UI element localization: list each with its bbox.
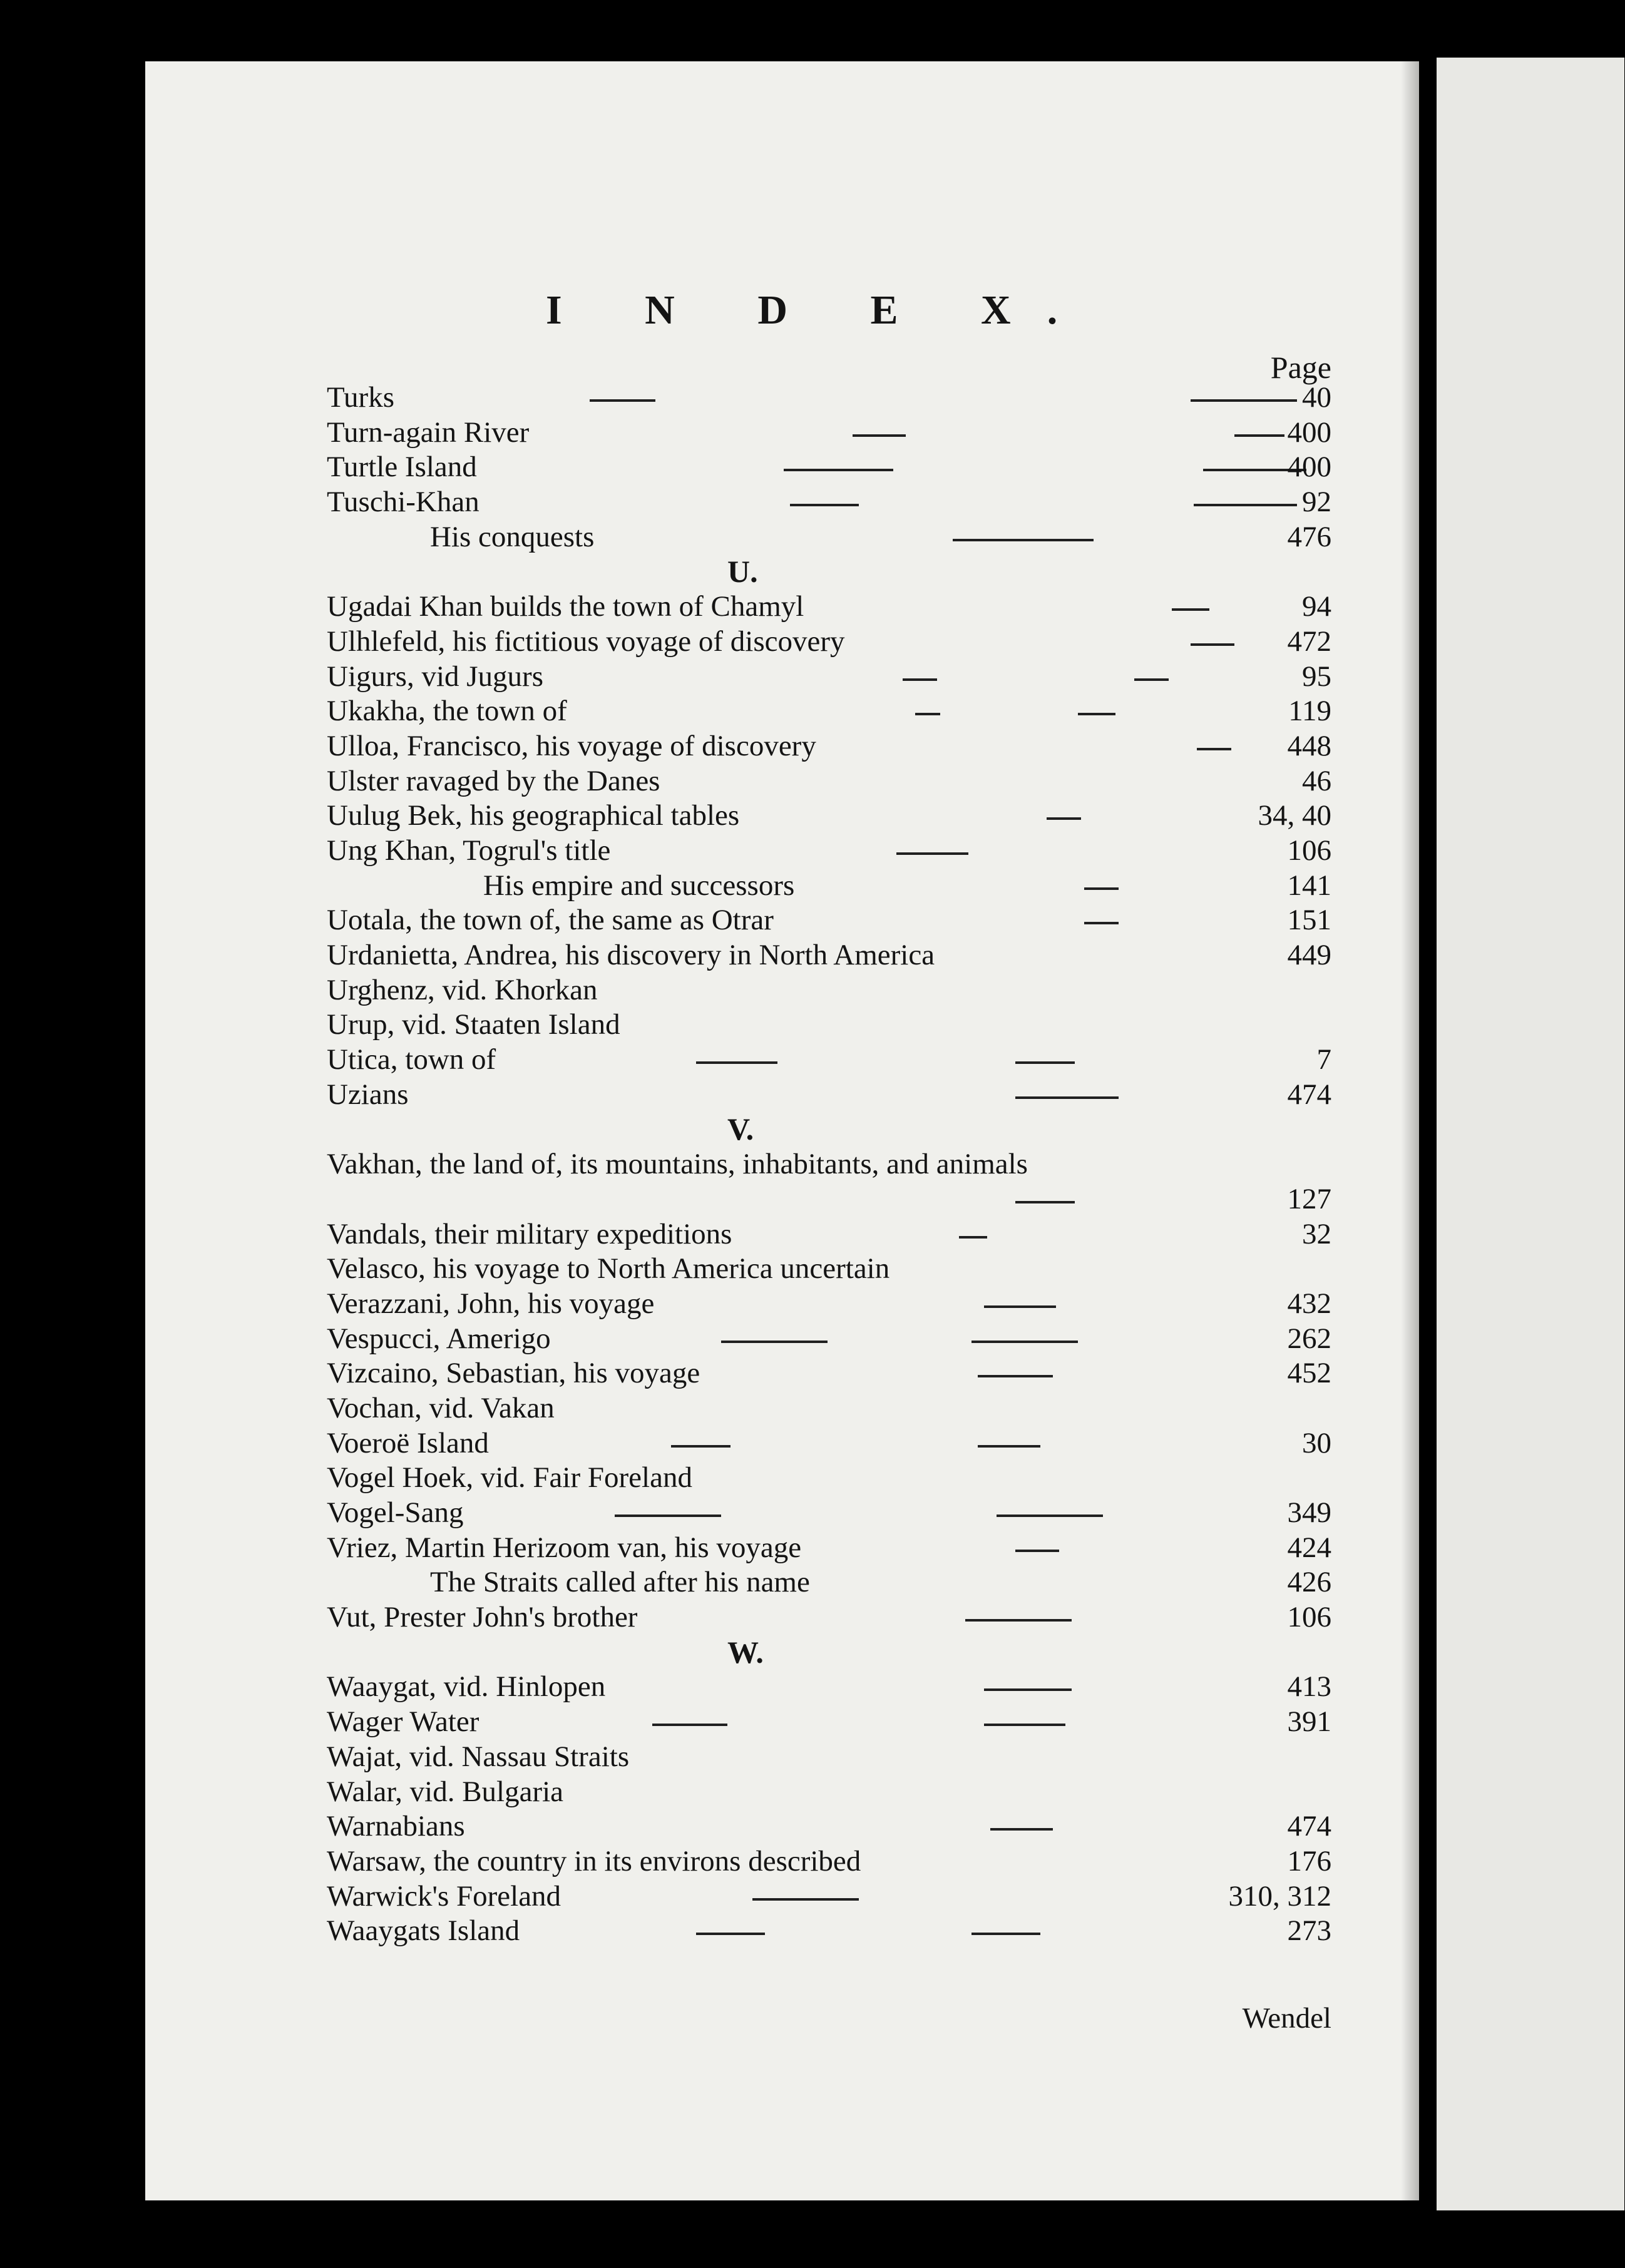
entry-text: Urup, vid. Staaten Island bbox=[327, 1008, 620, 1041]
index-entry bbox=[327, 1740, 1331, 1775]
leader-rule bbox=[1084, 922, 1119, 924]
leader-rule bbox=[971, 1933, 1040, 1935]
leader-rule bbox=[903, 678, 937, 681]
leader-rule bbox=[984, 1724, 1065, 1726]
leader-rule bbox=[1084, 887, 1119, 890]
entry-page-number: 119 bbox=[1288, 695, 1331, 728]
section-letter bbox=[327, 554, 1331, 590]
index-entry bbox=[327, 625, 1331, 660]
entry-page-number: 349 bbox=[1287, 1496, 1331, 1529]
facing-page-edge bbox=[1437, 58, 1624, 2210]
entry-page-number: 40 bbox=[1302, 381, 1331, 414]
leader-rule bbox=[652, 1724, 727, 1726]
index-entry bbox=[327, 1356, 1331, 1391]
entry-page-number: 472 bbox=[1287, 625, 1331, 658]
index-entry bbox=[327, 903, 1331, 938]
index-entry bbox=[327, 938, 1331, 973]
leader-rule bbox=[615, 1515, 721, 1517]
entry-page-number: 30 bbox=[1302, 1426, 1331, 1459]
page-column-heading: Page bbox=[1270, 350, 1331, 385]
leader-rule bbox=[1234, 434, 1284, 437]
page-gutter-shadow bbox=[1401, 61, 1420, 2200]
entry-page-number: 94 bbox=[1302, 590, 1331, 623]
index-entry bbox=[327, 1461, 1331, 1496]
entry-page-number: 474 bbox=[1287, 1078, 1331, 1111]
entry-text: Walar, vid. Bulgaria bbox=[327, 1775, 564, 1808]
index-entry bbox=[327, 485, 1331, 520]
leader-rule bbox=[959, 1236, 987, 1239]
index-entries bbox=[327, 381, 1331, 1949]
entry-page-number: 452 bbox=[1287, 1357, 1331, 1390]
leader-rule bbox=[590, 399, 655, 402]
leader-rule bbox=[990, 1828, 1053, 1831]
entry-page-number: 262 bbox=[1287, 1322, 1331, 1355]
index-entry bbox=[327, 590, 1331, 625]
entry-text: The Straits called after his name bbox=[430, 1566, 810, 1599]
index-entry bbox=[327, 973, 1331, 1008]
entry-text: Turks bbox=[327, 381, 394, 414]
entry-text: Warwick's Foreland bbox=[327, 1879, 561, 1913]
entry-text: Uulug Bek, his geographical tables bbox=[327, 799, 740, 832]
section-letter-label: U. bbox=[727, 554, 758, 590]
entry-text: Ukakha, the town of bbox=[327, 695, 567, 728]
entry-page-number: 400 bbox=[1287, 416, 1331, 449]
entry-page-number: 391 bbox=[1287, 1705, 1331, 1739]
entry-page-number: 46 bbox=[1302, 764, 1331, 797]
entry-text: Verazzani, John, his voyage bbox=[327, 1287, 655, 1320]
entry-page-number: 400 bbox=[1287, 451, 1331, 484]
index-entry bbox=[327, 729, 1331, 764]
entry-page-number: 127 bbox=[1287, 1182, 1331, 1215]
entry-page-number: 448 bbox=[1287, 729, 1331, 762]
leader-rule bbox=[1191, 399, 1297, 402]
entry-text: Ulhlefeld, his fictitious voyage of discovery bbox=[327, 625, 845, 658]
index-entry bbox=[327, 799, 1331, 834]
entry-text: Vakhan, the land of, its mountains, inhabitants, and animals bbox=[327, 1148, 1028, 1181]
index-entry bbox=[327, 660, 1331, 695]
leader-rule bbox=[790, 504, 859, 506]
entry-text: Vochan, vid. Vakan bbox=[327, 1391, 555, 1424]
entry-page-number: 151 bbox=[1287, 904, 1331, 937]
leader-rule bbox=[696, 1061, 777, 1064]
leader-rule bbox=[1015, 1550, 1059, 1552]
entry-page-number: 424 bbox=[1287, 1531, 1331, 1564]
leader-rule bbox=[1191, 643, 1234, 646]
index-entry bbox=[327, 1043, 1331, 1078]
entry-text: Urdanietta, Andrea, his discovery in North America bbox=[327, 939, 935, 971]
entry-text: Uigurs, vid Jugurs bbox=[327, 660, 543, 693]
index-entry bbox=[327, 1496, 1331, 1531]
leader-rule bbox=[971, 1341, 1078, 1343]
index-entry bbox=[327, 1217, 1331, 1252]
leader-rule bbox=[997, 1515, 1103, 1517]
leader-rule bbox=[784, 469, 893, 471]
entry-page-number: 273 bbox=[1287, 1914, 1331, 1948]
index-entry bbox=[327, 694, 1331, 729]
section-letter bbox=[327, 1635, 1331, 1670]
index-entry bbox=[327, 450, 1331, 485]
entry-text: Warsaw, the country in its environs described bbox=[327, 1844, 861, 1877]
index-entry bbox=[327, 1287, 1331, 1322]
index-entry bbox=[327, 1147, 1331, 1182]
index-entry bbox=[327, 1531, 1331, 1566]
leader-rule bbox=[1015, 1061, 1075, 1064]
index-entry bbox=[327, 1391, 1331, 1426]
entry-text: Voeroë Island bbox=[327, 1426, 489, 1459]
entry-page-number: 176 bbox=[1287, 1844, 1331, 1877]
index-entry bbox=[327, 1879, 1331, 1914]
index-entry bbox=[327, 1914, 1331, 1949]
leader-rule bbox=[978, 1445, 1040, 1448]
entry-text: Waaygats Island bbox=[327, 1914, 520, 1948]
entry-text: Vogel Hoek, vid. Fair Foreland bbox=[327, 1461, 692, 1494]
entry-text: His conquests bbox=[430, 520, 595, 553]
entry-page-number: 141 bbox=[1287, 869, 1331, 902]
entry-text: Vut, Prester John's brother bbox=[327, 1601, 638, 1634]
leader-rule bbox=[1078, 713, 1115, 715]
entry-text: Tuschi-Khan bbox=[327, 486, 479, 519]
index-entry bbox=[327, 1775, 1331, 1810]
entry-page-number: 474 bbox=[1287, 1810, 1331, 1843]
leader-rule bbox=[984, 1688, 1072, 1691]
leader-rule bbox=[978, 1375, 1053, 1377]
entry-page-number: 426 bbox=[1287, 1566, 1331, 1599]
index-entry bbox=[327, 1252, 1331, 1287]
leader-rule bbox=[752, 1898, 859, 1901]
index-entry bbox=[327, 1565, 1331, 1600]
entry-page-number: 32 bbox=[1302, 1217, 1331, 1250]
index-entry bbox=[327, 1182, 1331, 1217]
section-letter-label: W. bbox=[727, 1634, 764, 1670]
leader-rule bbox=[1047, 817, 1081, 820]
leader-rule bbox=[965, 1619, 1072, 1622]
index-entry bbox=[327, 1322, 1331, 1357]
leader-rule bbox=[671, 1445, 730, 1448]
index-entry bbox=[327, 869, 1331, 904]
leader-rule bbox=[1197, 748, 1231, 750]
leader-rule bbox=[1134, 678, 1169, 681]
leader-rule bbox=[853, 434, 906, 437]
index-entry bbox=[327, 764, 1331, 799]
index-entry bbox=[327, 1670, 1331, 1705]
leader-rule bbox=[896, 852, 968, 855]
entry-page-number: 34, 40 bbox=[1258, 799, 1331, 832]
index-entry bbox=[327, 1008, 1331, 1043]
entry-page-number: 432 bbox=[1287, 1287, 1331, 1320]
entry-page-number: 413 bbox=[1287, 1670, 1331, 1704]
entry-text: Turn-again River bbox=[327, 416, 530, 449]
entry-text: Vizcaino, Sebastian, his voyage bbox=[327, 1357, 700, 1390]
entry-page-number: 476 bbox=[1287, 520, 1331, 553]
leader-rule bbox=[1015, 1201, 1075, 1203]
entry-page-number: 106 bbox=[1287, 834, 1331, 867]
entry-text: Utica, town of bbox=[327, 1043, 496, 1076]
entry-text: Ulloa, Francisco, his voyage of discovery bbox=[327, 729, 816, 762]
index-entry bbox=[327, 1426, 1331, 1461]
leader-rule bbox=[1172, 608, 1209, 611]
entry-text: Uotala, the town of, the same as Otrar bbox=[327, 904, 774, 937]
entry-text: Wager Water bbox=[327, 1705, 479, 1739]
entry-text: Vandals, their military expeditions bbox=[327, 1217, 732, 1250]
index-entry bbox=[327, 1600, 1331, 1635]
index-entry bbox=[327, 416, 1331, 451]
index-entry bbox=[327, 1078, 1331, 1113]
index-entry bbox=[327, 520, 1331, 555]
leader-rule bbox=[915, 713, 940, 715]
entry-text: Vogel-Sang bbox=[327, 1496, 464, 1529]
entry-page-number: 95 bbox=[1302, 660, 1331, 693]
leader-rule bbox=[953, 539, 1094, 541]
entry-text: His empire and successors bbox=[483, 869, 795, 902]
leader-rule bbox=[721, 1341, 828, 1343]
entry-text: Vespucci, Amerigo bbox=[327, 1322, 551, 1355]
entry-text: Waaygat, vid. Hinlopen bbox=[327, 1670, 606, 1704]
entry-text: Ung Khan, Togrul's title bbox=[327, 834, 611, 867]
entry-text: Wajat, vid. Nassau Straits bbox=[327, 1740, 630, 1773]
section-letter-label: V. bbox=[727, 1111, 754, 1147]
entry-text: Urghenz, vid. Khorkan bbox=[327, 973, 598, 1006]
entry-text: Turtle Island bbox=[327, 451, 477, 484]
leader-rule bbox=[984, 1305, 1056, 1308]
entry-page-number: 106 bbox=[1287, 1601, 1331, 1634]
catchword: Wendel bbox=[1242, 2002, 1331, 2035]
index-entry bbox=[327, 1705, 1331, 1740]
entry-page-number: 449 bbox=[1287, 939, 1331, 971]
entry-page-number: 92 bbox=[1302, 486, 1331, 519]
index-entry bbox=[327, 834, 1331, 869]
entry-text: Ugadai Khan builds the town of Chamyl bbox=[327, 590, 804, 623]
index-entry bbox=[327, 1809, 1331, 1844]
index-entry bbox=[327, 1844, 1331, 1879]
section-letter bbox=[327, 1112, 1331, 1147]
book-page bbox=[145, 61, 1419, 2200]
leader-rule bbox=[1015, 1096, 1119, 1099]
entry-page-number: 7 bbox=[1316, 1043, 1331, 1076]
entry-text: Uzians bbox=[327, 1078, 409, 1111]
entry-text: Velasco, his voyage to North America uncertain bbox=[327, 1252, 890, 1285]
entry-text: Ulster ravaged by the Danes bbox=[327, 764, 660, 797]
entry-text: Warnabians bbox=[327, 1810, 465, 1843]
entry-text: Vriez, Martin Herizoom van, his voyage bbox=[327, 1531, 802, 1564]
index-entry bbox=[327, 381, 1331, 416]
page-title: I N D E X. bbox=[546, 287, 1094, 333]
leader-rule bbox=[1194, 504, 1297, 506]
entry-page-number: 310, 312 bbox=[1228, 1879, 1331, 1913]
leader-rule bbox=[696, 1933, 765, 1935]
